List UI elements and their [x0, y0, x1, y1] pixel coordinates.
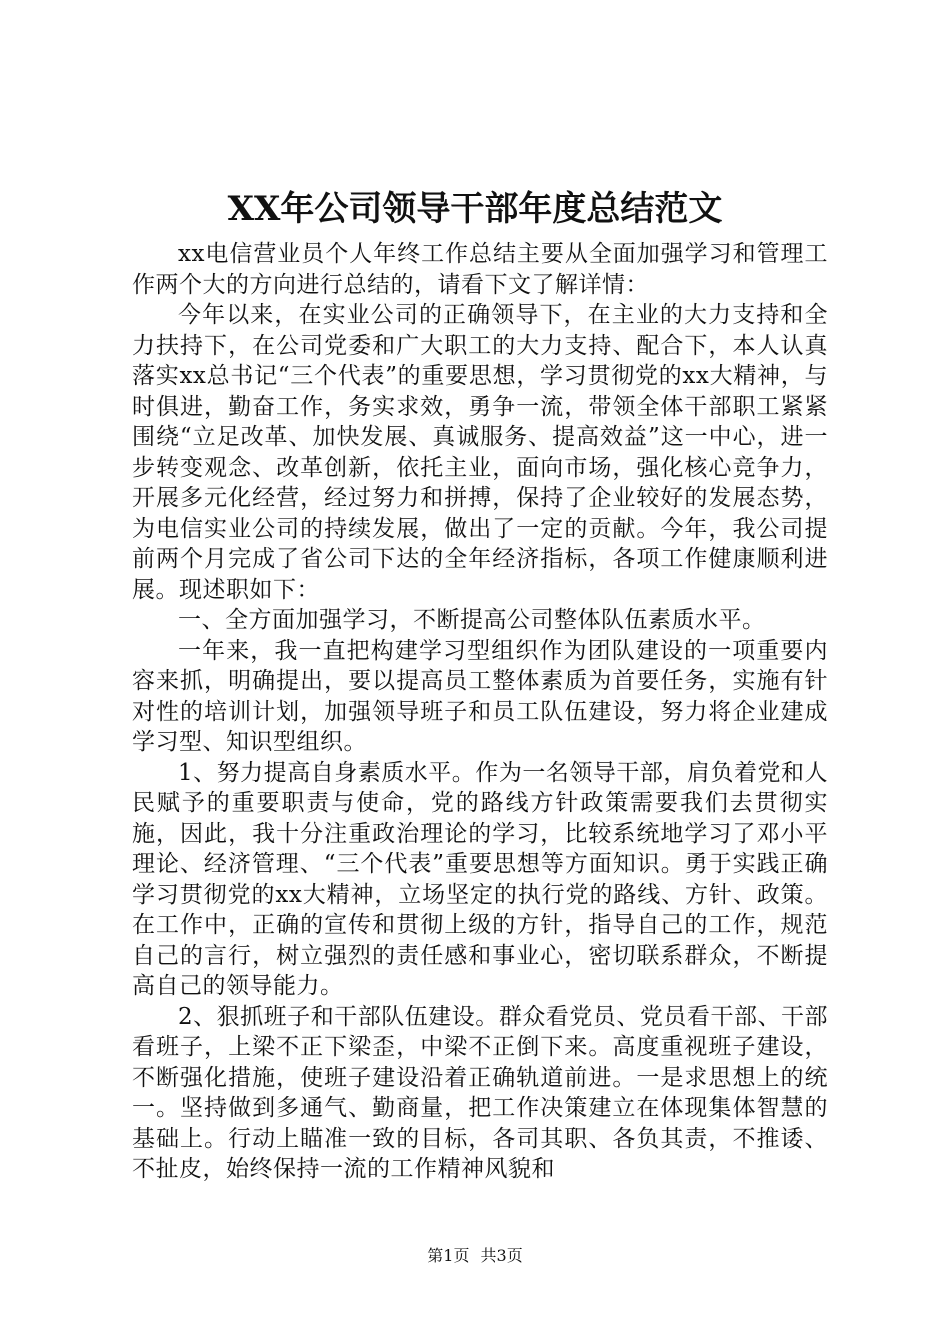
paragraph-intro: xx电信营业员个人年终工作总结主要从全面加强学习和管理工作两个大的方向进行总结的，请看下文了解详情： — [132, 241, 828, 298]
document-title: XX年公司领导干部年度总结范文 — [227, 189, 723, 229]
page-number: 第1页 — [427, 1246, 470, 1265]
document-body — [132, 239, 828, 1185]
paragraph-overview: 今年以来，在实业公司的正确领导下，在主业的大力支持和全力扶持下，在公司党委和广大职工的大力支持、配合下，本人认真落实xx总书记“三个代表”的重要思想，学习贯彻党的xx大精神，与时俱进，勤奋工作，务实求效，勇争一流，带领全体干部职工紧紧围绕“立足改革、加快发展、真诚服务、提高效益”这一中心，进一步转变观念、改革创新，依托主业，面向市场，强化核心竞争力，开展多元化经营，经过努力和拼搏，保持了企业较好的发展态势，为电信实业公司的持续发展，做出了一定的贡献。今年，我公司提前两个月完成了省公司下达的全年经济指标，各项工作健康顺利进展。现述职如下： — [132, 302, 828, 603]
paragraph-item-2: 2、狠抓班子和干部队伍建设。群众看党员、党员看干部、干部看班子，上梁不正下梁歪，中梁不正倒下来。高度重视班子建设，不断强化措施，使班子建设沿着正确轨道前进。一是求思想上的统一。坚持做到多通气、勤商量，把工作决策建立在体现集体智慧的基础上。行动上瞄准一致的目标，各司其职、各负其责，不推诿、不扯皮，始终保持一流的工作精神风貌和 — [132, 1003, 828, 1182]
paragraph-item-1: 1、努力提高自身素质水平。作为一名领导干部，肩负着党和人民赋予的重要职责与使命，党的路线方针政策需要我们去贯彻实施，因此，我十分注重政治理论的学习，比较系统地学习了邓小平理论、经济管理、“三个代表”重要思想等方面知识。勇于实践正确学习贯彻党的xx大精神，立场坚定的执行党的路线、方针、政策。在工作中，正确的宣传和贯彻上级的方针，指导自己的工作，规范自己的言行，树立强烈的责任感和事业心，密切联系群众，不断提高自己的领导能力。 — [132, 759, 828, 999]
paragraph-learning: 一年来，我一直把构建学习型组织作为团队建设的一项重要内容来抓，明确提出，要以提高员工整体素质为首要任务，实施有针对性的培训计划，加强领导班子和员工队伍建设，努力将企业建成学习型、知识型组织。 — [132, 637, 828, 755]
page-total: 共3页 — [480, 1246, 523, 1265]
section-heading-1: 一、全方面加强学习，不断提高公司整体队伍素质水平。 — [178, 607, 766, 633]
page-footer — [0, 1244, 950, 1268]
